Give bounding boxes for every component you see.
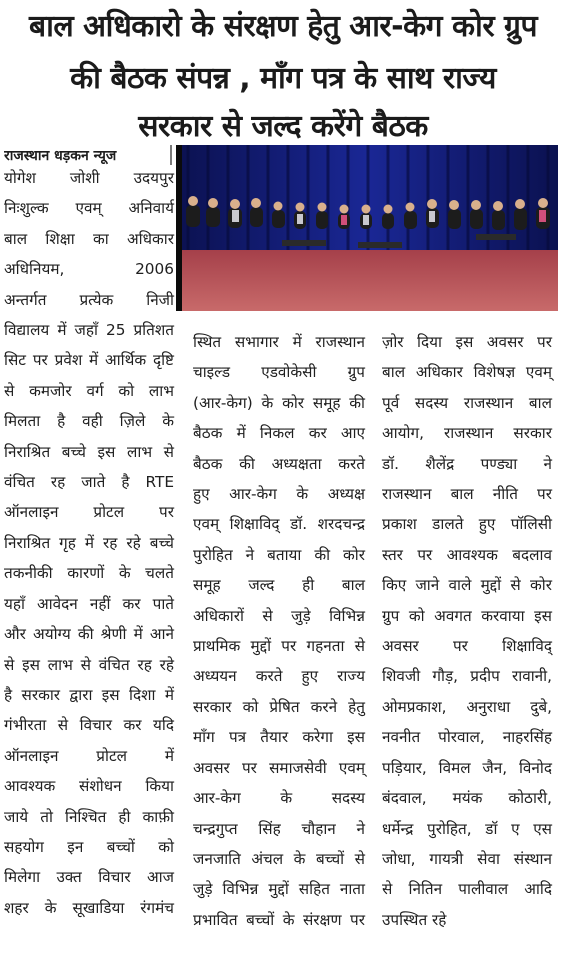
text-line: किए जाने वाले मुद्दों से कोर [382,576,552,595]
text-line: मिलता है वही ज़िले के [4,412,174,431]
text-line: बंदवाल, मयंक कोठारी, [382,789,552,808]
meeting-photo [176,145,558,311]
text-line: प्रभावित बच्चों के संरक्षण पर [193,910,365,929]
text-line: जोधा, गायत्री सेवा संस्थान [382,849,552,868]
text-line: अध्ययन करते हुए राज्य [193,667,365,686]
text-line: वंचित रह जाते है RTE [4,473,174,492]
byline: राजस्थान धड़कन न्यूज [4,148,117,164]
text-line: से नितिन पालीवाल आदि [382,880,552,899]
text-line: प्रकाश डालते हुए पॉलिसी [382,515,552,534]
article-column-1 [4,163,174,923]
text-line: मिलेगा उक्त विचार आज [4,868,174,887]
text-line: और अयोग्य की श्रेणी में आने [4,625,174,644]
text-line: उपस्थित रहे [382,910,447,929]
text-line: बाल शिक्षा का अधिकार [4,229,174,248]
text-line: शिवजी गौड़, प्रदीप रावानी, [382,667,552,686]
text-line: चाइल्ड एडवोकेसी ग्रुप [193,363,365,382]
text-line: बाल अधिकार विशेषज्ञ एवम् [382,363,552,382]
text-line: आयोग, राजस्थान सरकार [382,424,552,443]
article-column-2 [193,327,365,935]
article-column-3 [382,327,552,935]
text-line: पूर्व सदस्य राजस्थान बाल [382,393,552,412]
text-line: (आर-केग) के कोर समूह की [193,393,365,412]
text-line: एवम् शिक्षाविद् डॉ. शरदचन्द्र [193,515,365,534]
text-line: गंभीरता से विचार कर यदि [4,716,174,735]
text-line: प्राथमिक मुद्दों पर गहनता से [193,637,365,656]
text-line: से कमजोर वर्ग को लाभ [4,381,174,400]
text-line: डॉ. शैलेंद्र पण्ड्या ने [382,454,552,473]
text-line: जुड़े विभिन्न मुद्दों सहित नाता [193,880,365,899]
text-line: ग्रुप को अवगत करवाया इस [382,606,552,625]
text-line: अन्तर्गत प्रत्येक निजी [4,290,174,309]
text-line: शहर के सूखाडिया रंगमंच [4,898,174,917]
text-line: ओमप्रकाश, अनुराधा दुबे, [382,697,552,716]
text-line: है सरकार द्वारा इस दिशा में [4,685,174,704]
headline-line-1: बाल अधिकारो के संरक्षण हेतु आर-केग कोर ग्रुप [28,9,537,44]
text-line: निःशुल्क एवम् अनिवार्य [4,199,174,218]
text-line: बैठक में निकल कर आए [193,424,365,443]
text-line: राजस्थान बाल नीति पर [382,485,552,504]
text-line: अवसर पर समाजसेवी एवम् [193,758,365,777]
text-line: आवश्यक संशोधन किया [4,777,174,796]
text-line: आर-केग के सदस्य [193,789,365,808]
text-line: समूह जल्द ही बाल [193,576,365,595]
text-line: जाये तो निश्चित ही काफ़ी [4,807,174,826]
text-line: चन्द्रगुप्त सिंह चौहान ने [193,819,365,838]
text-line: बैठक की अध्यक्षता करते [193,454,365,473]
text-line: पड़ियार, विमल जैन, विनोद [382,758,552,777]
text-line: निराश्रित गृह में रह रहे बच्चे [4,533,174,552]
text-line: ज़ोर दिया इस अवसर पर [382,333,552,351]
text-line: निराश्रित बच्चे इस लाभ से [4,442,174,461]
text-line: ऑनलाइन प्रोटल पर [4,503,174,522]
text-line: पुरोहित ने बताया की कोर [193,545,365,564]
text-line: अवसर पर शिक्षाविद् [382,637,552,656]
text-line: स्तर पर आवश्यक बदलाव [382,545,552,564]
text-line: माँग पत्र तैयार करेगा इस [193,728,365,747]
headline-line-3: सरकार से जल्द करेंगे बैठक [138,109,428,144]
text-line: तकनीकी कारणों के चलते [4,564,174,583]
text-line: अधिनियम, 2006 [4,260,174,279]
text-line: हुए आर-केग के अध्यक्ष [193,485,365,504]
headline-line-2: की बैठक संपन्न , माँग पत्र के साथ राज्य [70,61,496,96]
text-line: अधिकारों से जुड़े विभिन्न [193,606,365,625]
text-line: जनजाति अंचल के बच्चों से [193,849,365,868]
text-line: धर्मेन्द्र पुरोहित, डॉ ए एस [382,819,552,838]
byline-divider [170,145,172,165]
text-line: नवनीत पोरवाल, नाहरसिंह [382,728,552,747]
text-line: से इस लाभ से वंचित रह रहे [4,655,174,674]
text-line: सिट पर प्रवेश में आर्थिक दृष्टि [4,351,174,370]
text-line: सरकार को प्रेषित करने हेतु [193,697,365,716]
text-line: ऑनलाइन प्रोटल में [4,746,174,765]
text-line: सहयोग इन बच्चों को [4,837,174,856]
text-line: विद्यालय में जहाँ 25 प्रतिशत [4,321,174,340]
text-line: यहाँ आवेदन नहीं कर पाते [4,594,174,613]
text-line: स्थित सभागार में राजस्थान [193,333,365,351]
text-line: योगेश जोशी उदयपुर [4,169,174,187]
